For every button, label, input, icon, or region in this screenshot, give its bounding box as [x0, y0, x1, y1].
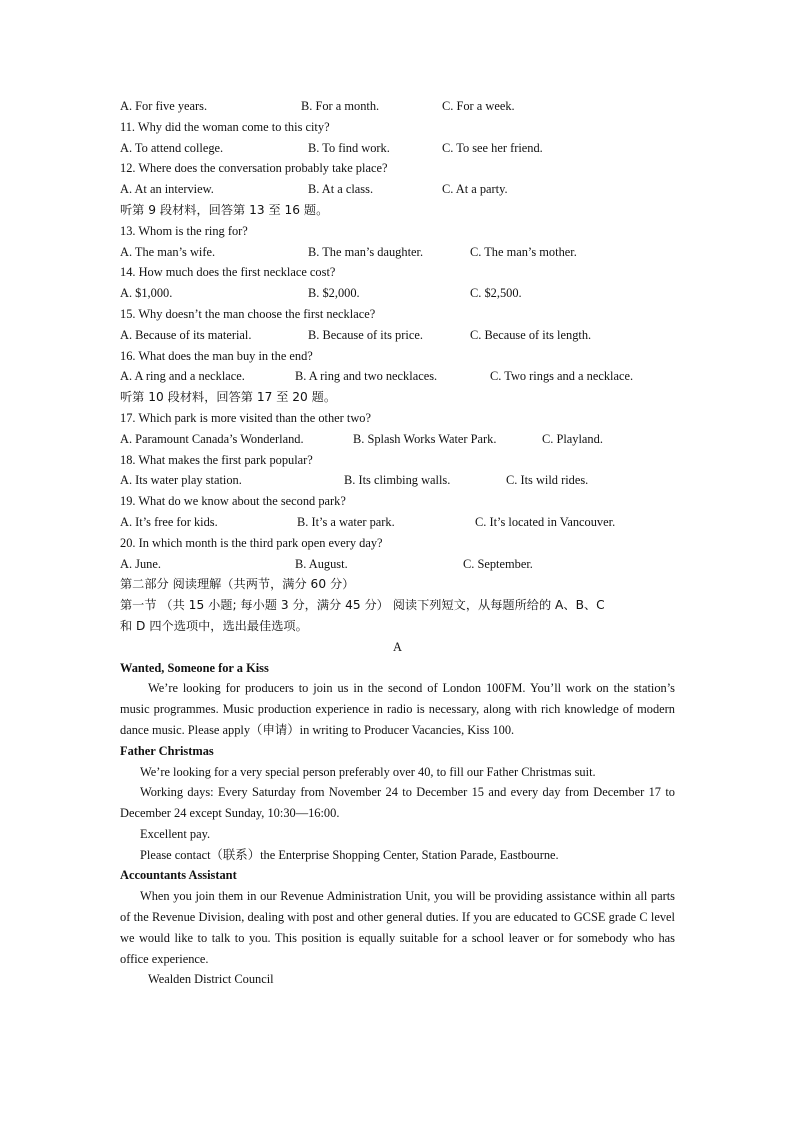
question-14: 14. How much does the first necklace cost?: [120, 265, 336, 280]
option-b: B. It’s a water park.: [297, 514, 395, 529]
question-17: 17. Which park is more visited than the other two?: [120, 410, 371, 425]
q14-options: [120, 283, 675, 304]
option-a: A. The man’s wife.: [120, 244, 216, 259]
option-a: A. It’s free for kids.: [120, 514, 218, 529]
option-a: A. A ring and a necklace.: [120, 369, 245, 384]
ad-2-paragraph-1: We’re looking for a very special person preferably over 40, to fill our Father Christmas suit.: [140, 764, 596, 779]
question-16: 16. What does the man buy in the end?: [120, 348, 313, 363]
ad-2-paragraph-2: [120, 782, 675, 824]
option-b: B. $2,000.: [308, 286, 360, 301]
ad-2-paragraph-3: Excellent pay.: [140, 826, 211, 841]
ad-2-paragraph-4: Please contact（联系）the Enterprise Shopping Center, Station Parade, Eastbourne.: [140, 847, 559, 862]
q13-options: [120, 242, 675, 263]
option-c: C. For a week.: [442, 99, 515, 113]
q20-options: [120, 554, 675, 575]
option-b: B. Splash Works Water Park.: [353, 431, 497, 446]
section-1-instruction-cont: 和 D 四个选项中，选出最佳选项。: [120, 618, 308, 633]
option-a: A. June.: [120, 556, 161, 571]
q16-options: [120, 366, 675, 387]
exam-page: [120, 96, 675, 990]
ad-1-title: Wanted, Someone for a Kiss: [120, 660, 269, 675]
option-b: B. Because of its price.: [308, 327, 423, 342]
option-c: C. Because of its length.: [470, 327, 592, 342]
q12-options: [120, 179, 675, 200]
q11-options: [120, 138, 675, 159]
option-a: A. To attend college.: [120, 140, 224, 155]
passage-label: A: [393, 639, 402, 654]
option-a: A. Its water play station.: [120, 473, 242, 488]
option-c: C. The man’s mother.: [470, 244, 577, 259]
ad-3-signature: Wealden District Council: [148, 972, 274, 987]
question-18: 18. What makes the first park popular?: [120, 452, 313, 467]
option-b: B. For a month.: [301, 99, 380, 113]
section-1-instruction: 第一节 （共 15 小题; 每小题 3 分，满分 45 分） 阅读下列短文，从每题所给的 A、B、C: [120, 598, 605, 613]
option-c: C. Playland.: [542, 431, 603, 446]
question-11: 11. Why did the woman come to this city?: [120, 119, 330, 134]
ad-2-working-days: Working days: Every Saturday from November 24 to December 15 and every day from December 17 to December 24 except Sunday, 10:30—16:00.: [120, 785, 675, 821]
option-a: A. At an interview.: [120, 182, 214, 197]
part-2-heading: 第二部分 阅读理解（共两节，满分 60 分）: [120, 577, 355, 592]
q19-options: [120, 512, 675, 533]
ad-3-text: When you join them in our Revenue Administration Unit, you will be providing assistance within all parts of the Revenue Division, dealing with post and other general duties. If you are educated to GCSE grade C level we would like to talk to you. This position is equally suitable for a school leaver or for somebody who has office experience.: [120, 889, 675, 966]
option-c: C. It’s located in Vancouver.: [475, 514, 616, 529]
option-b: B. Its climbing walls.: [344, 473, 451, 488]
ad-1-text: We’re looking for producers to join us in the second of London 100FM. You’ll work on the station’s music programmes. Music production experience in radio is necessary, along with rich knowledge of modern dance music. Please apply（申请）in writing to Producer Vacancies, Kiss 100.: [120, 681, 675, 737]
option-a: A. Paramount Canada’s Wonderland.: [120, 431, 304, 446]
question-13: 13. Whom is the ring for?: [120, 223, 248, 238]
question-20: 20. In which month is the third park open every day?: [120, 535, 383, 550]
option-a: A. $1,000.: [120, 286, 173, 301]
q15-options: [120, 325, 675, 346]
option-c: C. To see her friend.: [442, 140, 543, 155]
option-c: C. Its wild rides.: [506, 473, 589, 488]
question-19: 19. What do we know about the second park?: [120, 494, 346, 509]
section-9-instruction: 听第 9 段材料，回答第 13 至 16 题。: [120, 202, 329, 217]
option-c: C. At a party.: [442, 182, 508, 197]
q10-options: [120, 96, 675, 117]
option-b: B. A ring and two necklaces.: [295, 369, 438, 384]
question-12: 12. Where does the conversation probably take place?: [120, 161, 388, 176]
option-c: C. September.: [463, 556, 533, 571]
q17-options: [120, 429, 675, 450]
section-10-instruction: 听第 10 段材料，回答第 17 至 20 题。: [120, 390, 337, 405]
option-b: B. August.: [295, 556, 348, 571]
q18-options: [120, 470, 675, 491]
option-b: B. At a class.: [308, 182, 374, 197]
option-a: A. Because of its material.: [120, 327, 252, 342]
question-15: 15. Why doesn’t the man choose the first necklace?: [120, 306, 376, 321]
option-b: B. The man’s daughter.: [308, 244, 424, 259]
option-a: A. For five years.: [120, 99, 208, 113]
ad-2-title: Father Christmas: [120, 743, 214, 758]
option-c: C. Two rings and a necklace.: [490, 369, 634, 384]
option-c: C. $2,500.: [470, 286, 522, 301]
option-b: B. To find work.: [308, 140, 390, 155]
ad-3-title: Accountants Assistant: [120, 868, 237, 883]
